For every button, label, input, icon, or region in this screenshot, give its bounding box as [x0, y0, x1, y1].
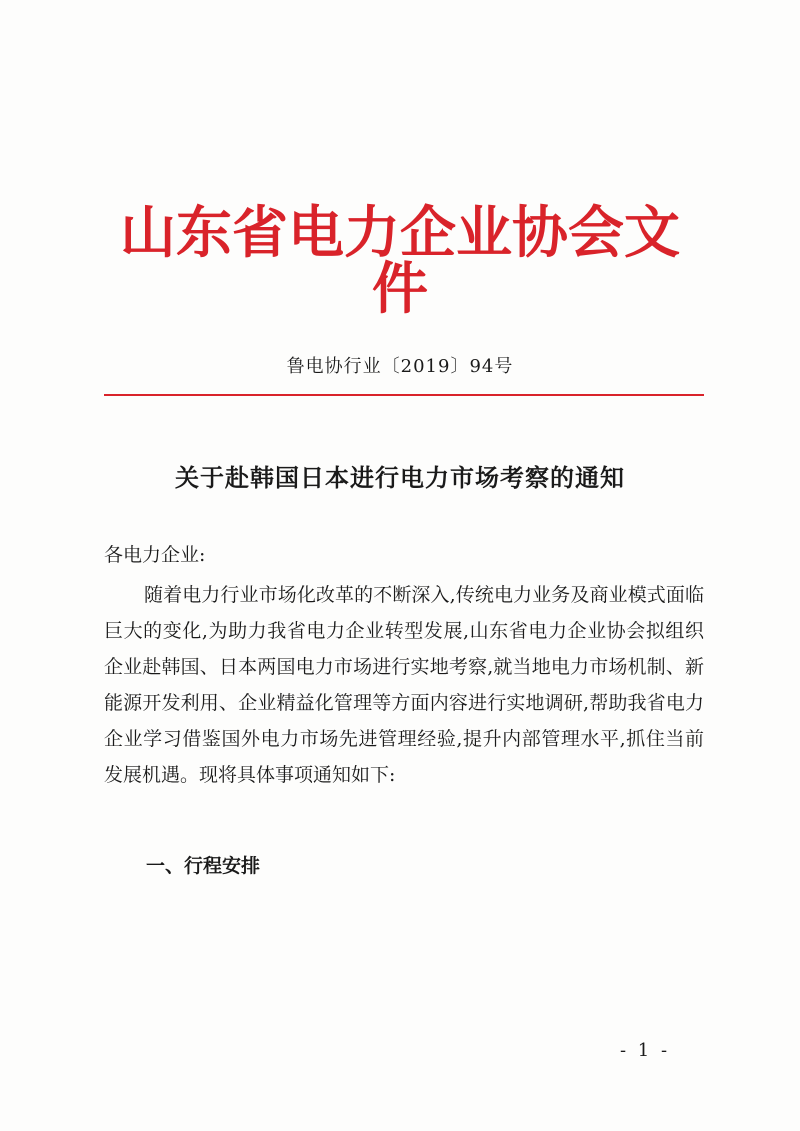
- addressee: 各电力企业:: [104, 544, 206, 566]
- page-number: - 1 -: [620, 1040, 671, 1061]
- body-paragraph: 随着电力行业市场化改革的不断深入,传统电力业务及商业模式面临巨大的变化,为助力我省电力企业转型发展,山东省电力企业协会拟组织企业赴韩国、日本两国电力市场进行实地考察,就当地电力市场机制、新能源开发利用、企业精益化管理等方面内容进行实地调研,帮助我省电力企业学习借鉴国外电力市场先进管理经验,提升内部管理水平,抓住当前发展机遇。现将具体事项通知如下:: [104, 584, 704, 786]
- red-divider-line: [104, 394, 704, 396]
- letterhead-title: 山东省电力企业协会文件: [120, 200, 680, 322]
- section-heading-itinerary: 一、行程安排: [146, 855, 261, 877]
- document-number: 鲁电协行业〔2019〕94号: [286, 356, 514, 377]
- notice-title: 关于赴韩国日本进行电力市场考察的通知: [175, 463, 625, 492]
